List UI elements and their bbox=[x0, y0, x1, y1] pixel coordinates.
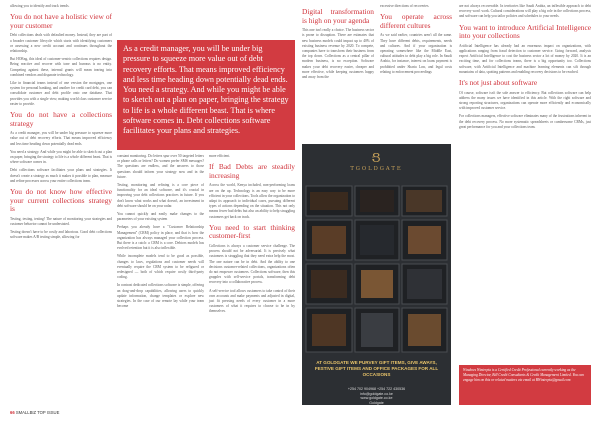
col3-paragraph: Collections is always a customer service challenge. The process should not be adversarial. It is precisely what customers is struggling that they need extra help the most. The one nature can be in debt. And the ability to one decisions customer-related collections, organizations often do not empower customers. Collections software, then this grapples with self-service portals, transforming debt recovery into a collaborative process. bbox=[209, 244, 295, 285]
col1-paragraph: Testing, testing, testing! The nature of monitoring your strategies and customer behavior cannot be understated. bbox=[10, 216, 112, 227]
col1-paragraph: Like in financial teams instead of one version the mortgages, one system for personal banking, and another for credit card debt, you can consolidate customer and debt profile onto one database. That provides you with a single view, making world class customer service easier to provide. bbox=[10, 81, 112, 106]
col6-heading-ai: You want to introduce Artificial Intelligence into your collections bbox=[459, 22, 591, 41]
col4-paragraph: This one isn't really a choice. The business sector is prone to disruption. There are estimates that new business models could impact up to 40% of existing business revenue by 2020. To compete, companies have to transform their business from the top down. Collections as a central pillar of modern business, is no exception. Software makes your debt recovery easier, cheaper and more effective, while keeping customers happy and away from the bbox=[302, 28, 374, 80]
column-2 bbox=[117, 154, 204, 312]
goldgate-logo-text: TGOLDGATE bbox=[350, 166, 403, 172]
col3-paragraph: A self-service tool allows customers to take control of their own accounts and make payments and adjusted in digital, just fit pressing needs of every customer in a more customers of what it requires to choose to be in by themselves. bbox=[209, 288, 295, 314]
issue-label: TOP ISSUE bbox=[37, 410, 60, 415]
pull-quote: As a credit manager, you will be under big pressure to squeeze more value out of debt recovery efforts. That means improved efficiency and less time heading down potentially dead ends. You need a strategy. And while you might be able to sketch out a plan on paper, bringing the strategy to life is a whole different beast. That is where software comes in. Debt collections software facilitates your plans and strategies. bbox=[117, 40, 295, 150]
col1-heading-strategy: You do not have a collections strategy bbox=[10, 110, 112, 128]
col2-paragraph: constant monitoring. Do letters spur over 50 targeted letters or phone calls or letters? Do women prefer SMS messages? The questions are endless, and the answers to those questions should inform your strategy now and in the future. bbox=[117, 154, 204, 179]
column-1 bbox=[10, 4, 112, 244]
goldgate-logo-icon: Ց bbox=[371, 151, 381, 165]
goldgate-advertisement[interactable] bbox=[302, 144, 451, 405]
col1-heading-effective: You do not know how effective your current collections strategy is bbox=[10, 187, 112, 214]
col1-paragraph: As a credit manager, you will be under big pressure to squeeze more value out of debt recovery efforts. That means improved efficiency and less time heading down potentially dead ends. bbox=[10, 131, 112, 146]
col3-paragraph: Across the world, Kenya included, non-performing loans are on the up. Technology is an easy way to be more efficient in your collections. Tools allow the organization to adapt its approach to individual cases, pursuing different types of actions depending on the situation. This not only means fewer bad debts but also an ability to help struggling customers get back on track. bbox=[209, 183, 295, 219]
col5-paragraph: As we said earlier, countries aren't all the same. They have different debts, requirements, needs and cultures. And if your organization is operating somewhere like the Middle East, cultural attitudes to debt play a big role. In Saudi Arabia, for instance, interest on loans payment is prohibited under Sharia Law, and legal costs relating to enforcement proceedings bbox=[380, 33, 452, 74]
goldgate-website[interactable]: www.goldgate.co.ke bbox=[360, 396, 393, 401]
col6-paragraph: Artificial Intelligence has already had an enormous impact on organizations, with applications ranging from fraud detection to customer service. Going forward, analysts expect Artificial Intelligence to cost the business sector a lot of money by 2020. It is an exciting time, and for collections teams, there is a big opportunity too. Collections software, with Artificial Intelligence and machine learning elements can sift through mountains of data, spotting patterns and enabling recovery decisions to be reached. bbox=[459, 43, 591, 74]
col1-heading-holistic: You do not have a holistic view of your customer bbox=[10, 12, 112, 30]
col1-paragraph: Debt collections deals with defaulted money. Instead, they are part of a broader customer lifecycle which starts with identifying customers or assessing a new credit account and continues throughout the relationship. bbox=[10, 33, 112, 53]
col1-paragraph: Debt collections software facilitates your plans and strategies. It doesn't create a strategy as much it makes it possible to plan, measure and refine processes across your entire collections team. bbox=[10, 168, 112, 183]
col5-intro: excessive directions of recoveries. bbox=[380, 4, 430, 8]
col1-intro: allowing you to identify and track trends. bbox=[10, 4, 70, 8]
author-note: Windows Winterpia is a Certified Credit Professional currently working as the Managing Director, Bill Credit Consultants & Credit Management Limited. You can engage him on this or related matters via email at BWinterpia@gmail.com bbox=[459, 365, 591, 405]
col6-paragraph: are not always recoverable. In territories like Saudi Arabia, an inflexible approach to debt recovery won't work. Cultural considerations will play a big role in the collections process, and software can help you tailor policies and schedules to your needs. bbox=[459, 4, 591, 19]
goldgate-email[interactable]: info@goldgate.co.ke bbox=[360, 391, 393, 396]
col1-paragraph: But HOEng, this ideal of customer-centric collections requires design. Being reactive and recover with tone and bureaus is no entity. Competing against these, internal grants will mean tearing into combined vendors and disparate technology. bbox=[10, 57, 112, 77]
goldgate-contact bbox=[308, 387, 445, 405]
col2-paragraph: Testing, monitoring and refining is a core piece of functionality for an ideal software, and it's crucial in improving your debt collections practices in future. If you don't know what works and what doesn't, an investment in debt software should be on your radar. bbox=[117, 183, 204, 208]
column-6 bbox=[459, 4, 591, 133]
col6-paragraph: For collections managers, effective software eliminates many of the frustrations inherent in the debt recovery process. No more systematic spreadsheets or cumbersome CRMs, just great performance for you and your collections team. bbox=[459, 114, 591, 129]
col3-heading-bad-debts: If Bad Debts are steadily increasing bbox=[209, 162, 295, 180]
col3-paragraph: more efficient. bbox=[209, 154, 231, 158]
column-4 bbox=[302, 4, 374, 83]
col6-paragraph: Of course, software isn't the sole answer to efficiency. But collections software can help address the many issues we have identified in this article. With the right software and strong reporting structures, organizations can operate more efficiently and economically with improved customer service. bbox=[459, 90, 591, 111]
col2-paragraph: In contrast dedicated collections software is simple, offering an drag-and-drop capabilities, allowing users to quickly update information, change templates or explore new strategies. In the case of our remote lay while your team become bbox=[117, 283, 204, 309]
goldgate-logo bbox=[302, 144, 451, 184]
col4-heading-digital: Digital transformation is high on your agenda bbox=[302, 7, 374, 25]
page-footer bbox=[10, 410, 59, 415]
magazine-name: SMALLBIZ bbox=[15, 410, 37, 415]
goldgate-phone[interactable]: +254 702 904968 +254 722 430536 bbox=[347, 387, 406, 391]
col3-heading-customer-first: You need to start thinking customer-first bbox=[209, 222, 295, 241]
col2-paragraph: You cannot quickly and easily make changes to the parameters of your existing system bbox=[117, 212, 204, 222]
col5-heading-cultures: You operate across different cultures bbox=[380, 12, 452, 30]
col2-paragraph: While incomplete models tend to be good as possible, changes to laws, regulations and customer needs will eventually require the CRM system to be refigured or redesigned — both of which require costly third-party coding. bbox=[117, 254, 204, 280]
goldgate-tagline: AT GOLDGATE WE PURVEY GIFT ITEMS, GIVE AWAYS, FESTIVE GIFT ITEMS AND OFFICE PACKAGES FOR ALL OCCASIONS bbox=[314, 360, 439, 378]
col2-paragraph: Perhaps you already have a "Customer Relationship Management" (CRM) policy in place, and that is how the organization has always managed your collection process. But there is a catch: a CRM is a core. Debtors models has evolved retention but it is also inflexible. bbox=[117, 225, 204, 251]
col1-paragraph: You need a strategy. And while you might be able to sketch out a plan on paper, bringing the strategy to life is a whole different beast. That is where software comes in. bbox=[10, 149, 112, 165]
col1-paragraph: Testing doesn't have to be costly and laborious. Good debt collections software makes A/B testing simple, allowing for bbox=[10, 230, 112, 240]
column-3 bbox=[209, 154, 295, 318]
product-collage-image bbox=[302, 182, 451, 358]
goldgate-social[interactable]: Goldgate bbox=[369, 400, 384, 405]
col6-heading-software: It's not just about software bbox=[459, 78, 538, 88]
column-5 bbox=[380, 4, 452, 78]
page-number: 66 bbox=[10, 410, 15, 415]
